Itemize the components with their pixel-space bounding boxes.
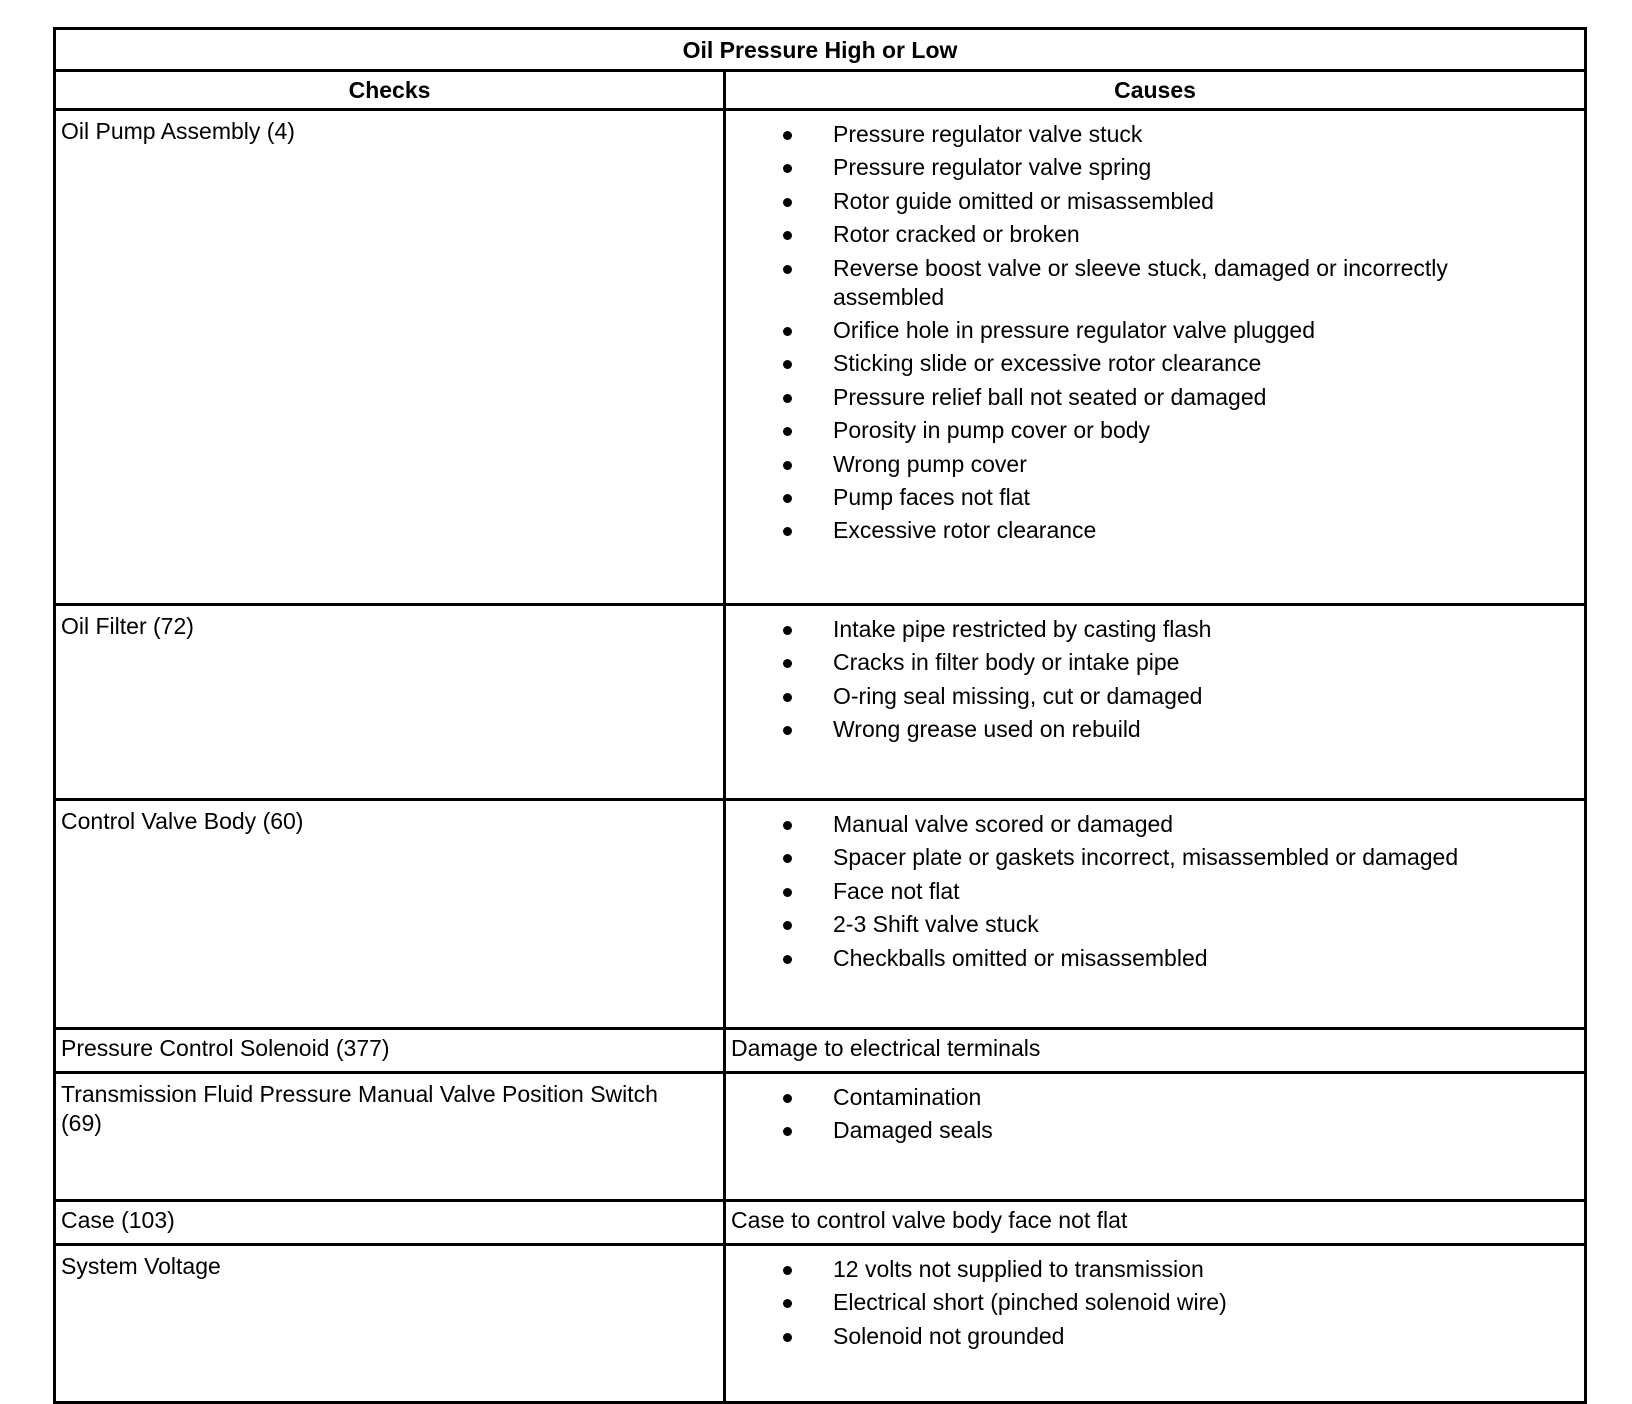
table-row-case (55, 1201, 1586, 1245)
cause-item (726, 1288, 1554, 1317)
cause-item (726, 682, 1554, 711)
cause-item (726, 944, 1554, 973)
cause-item (726, 910, 1554, 939)
cause-text: O-ring seal missing, cut or damaged (833, 682, 1203, 709)
causes-cell (725, 1245, 1586, 1403)
bullet-icon (783, 821, 792, 830)
cause-text: Pressure relief ball not seated or damaged (833, 383, 1267, 410)
table-row-tfp-switch (55, 1073, 1586, 1201)
causes-column-header: Causes (725, 71, 1586, 110)
cause-item (726, 349, 1554, 378)
cause-text: Contamination (833, 1084, 982, 1110)
bullet-icon (783, 693, 792, 702)
cause-text: Orifice hole in pressure regulator valve plugged (833, 316, 1315, 343)
cause-item (726, 1083, 1554, 1112)
cause-item (726, 810, 1554, 839)
cause-item (726, 1322, 1554, 1351)
cause-item (726, 383, 1554, 412)
cause-text: Electrical short (pinched solenoid wire) (833, 1289, 1227, 1316)
table-title: Oil Pressure High or Low (55, 29, 1586, 71)
cause-item (726, 1116, 1554, 1145)
cause-item (726, 254, 1554, 312)
causes-list (726, 1255, 1554, 1351)
check-cell: Control Valve Body (60) (55, 800, 725, 1029)
cause-text: Face not flat (833, 877, 960, 904)
cause-text: 2-3 Shift valve stuck (833, 911, 1039, 938)
cause-cell: Damage to electrical terminals (725, 1029, 1586, 1073)
checks-column-header: Checks (55, 71, 725, 110)
cause-text: 12 volts not supplied to transmission (833, 1256, 1204, 1282)
bullet-icon (783, 1127, 792, 1136)
bullet-icon (783, 265, 792, 274)
cause-item (726, 877, 1554, 906)
cause-cell: Case to control valve body face not flat (725, 1201, 1586, 1245)
table-row-system-voltage (55, 1245, 1586, 1403)
cause-text: Reverse boost valve or sleeve stuck, damaged or incorrectly assembled (833, 254, 1448, 310)
table-row-control-valve-body (55, 800, 1586, 1029)
cause-item (726, 1255, 1554, 1284)
causes-list (726, 120, 1554, 545)
cause-item (726, 715, 1554, 744)
bullet-icon (783, 1299, 792, 1308)
causes-cell (725, 1073, 1586, 1201)
cause-item (726, 516, 1554, 545)
cause-item (726, 220, 1554, 249)
bullet-icon (783, 921, 792, 930)
bullet-icon (783, 1266, 792, 1275)
causes-cell (725, 800, 1586, 1029)
cause-item (726, 153, 1554, 182)
cause-text: Intake pipe restricted by casting flash (833, 616, 1212, 642)
cause-text: Porosity in pump cover or body (833, 417, 1151, 444)
cause-text: Wrong grease used on rebuild (833, 716, 1141, 743)
cause-text: Sticking slide or excessive rotor clearance (833, 350, 1262, 377)
cause-item (726, 187, 1554, 216)
bullet-icon (783, 527, 792, 536)
cause-text: Solenoid not grounded (833, 1322, 1065, 1349)
bullet-icon (783, 659, 792, 668)
diagnosis-table (53, 27, 1587, 1404)
bullet-icon (783, 955, 792, 964)
causes-list (726, 810, 1554, 973)
table-row-pressure-control-solenoid (55, 1029, 1586, 1073)
bullet-icon (783, 360, 792, 369)
causes-cell (725, 110, 1586, 605)
cause-item (726, 416, 1554, 445)
check-cell: Oil Pump Assembly (4) (55, 110, 725, 605)
bullet-icon (783, 198, 792, 207)
cause-text: Checkballs omitted or misassembled (833, 944, 1208, 971)
causes-cell (725, 605, 1586, 800)
table-row-oil-filter (55, 605, 1586, 800)
bullet-icon (783, 327, 792, 336)
bullet-icon (783, 1333, 792, 1342)
cause-text: Cracks in filter body or intake pipe (833, 649, 1180, 676)
bullet-icon (783, 888, 792, 897)
cause-item (726, 483, 1554, 512)
cause-item (726, 615, 1554, 644)
bullet-icon (783, 164, 792, 173)
cause-text: Wrong pump cover (833, 450, 1027, 477)
cause-text: Pressure regulator valve stuck (833, 121, 1143, 147)
cause-text: Rotor cracked or broken (833, 221, 1080, 248)
cause-text: Pump faces not flat (833, 483, 1030, 510)
check-cell: System Voltage (55, 1245, 725, 1403)
check-cell: Case (103) (55, 1201, 725, 1245)
cause-text: Damaged seals (833, 1117, 993, 1144)
bullet-icon (783, 231, 792, 240)
cause-item (726, 843, 1554, 872)
check-cell: Pressure Control Solenoid (377) (55, 1029, 725, 1073)
bullet-icon (783, 626, 792, 635)
cause-text: Spacer plate or gaskets incorrect, misassembled or damaged (833, 844, 1459, 871)
bullet-icon (783, 394, 792, 403)
bullet-icon (783, 131, 792, 140)
table-row-oil-pump-assembly (55, 110, 1586, 605)
check-cell: Oil Filter (72) (55, 605, 725, 800)
causes-list (726, 615, 1554, 744)
bullet-icon (783, 461, 792, 470)
cause-item (726, 120, 1554, 149)
causes-list (726, 1083, 1554, 1145)
cause-text: Pressure regulator valve spring (833, 154, 1152, 181)
cause-item (726, 450, 1554, 479)
check-cell: Transmission Fluid Pressure Manual Valve Position Switch (69) (55, 1073, 725, 1201)
bullet-icon (783, 854, 792, 863)
bullet-icon (783, 494, 792, 503)
cause-text: Rotor guide omitted or misassembled (833, 187, 1214, 214)
cause-text: Manual valve scored or damaged (833, 811, 1174, 837)
cause-text: Excessive rotor clearance (833, 517, 1097, 544)
bullet-icon (783, 726, 792, 735)
bullet-icon (783, 427, 792, 436)
cause-item (726, 648, 1554, 677)
bullet-icon (783, 1094, 792, 1103)
cause-item (726, 316, 1554, 345)
